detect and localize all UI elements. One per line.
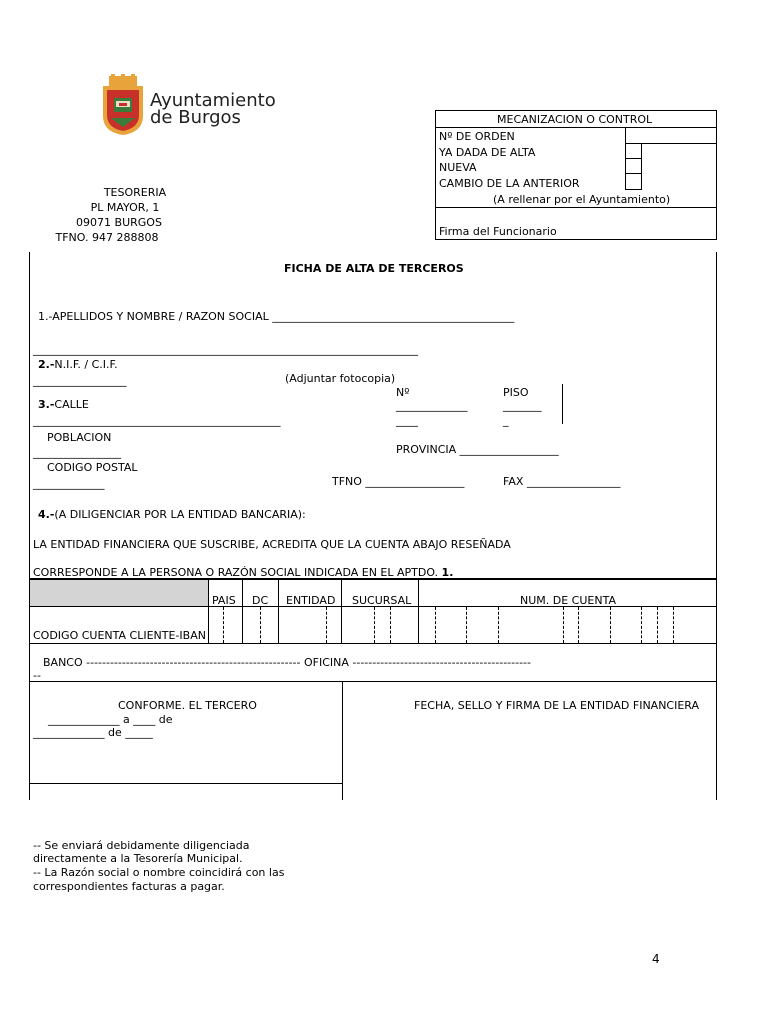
form-left-border [29,252,30,800]
page-number: 4 [652,952,660,966]
firma-funcionario: Firma del Funcionario [439,225,557,238]
form-right-border [716,252,717,800]
control-row-dada-alta: YA DADA DE ALTA [439,146,536,159]
bank-certify-line2: CORRESPONDE A LA PERSONA O RAZÓN SOCIAL INDICADA EN EL APTDO. [33,566,439,579]
apellidos-line[interactable]: ______________________________________________________________________ [33,343,418,356]
piso-label: PISO [503,386,529,399]
address-line: TFNO. 947 288808 [55,231,159,244]
orden-field[interactable] [625,127,717,144]
note-line: -- Se enviará debidamente diligenciada [33,839,250,852]
cp-field[interactable]: _____________ [33,477,105,490]
nif-number: 2.- [38,358,55,371]
iban-shaded-cell [30,580,208,606]
num-label: Nº [396,386,410,399]
conforme-date-line1[interactable]: _____________ a ____ de [48,713,173,726]
col-sucursal: SUCURSAL [352,594,412,607]
fax-field[interactable]: FAX _________________ [503,475,621,488]
conforme-title: CONFORME. EL TERCERO [118,699,257,712]
adjuntar-note: (Adjuntar fotocopia) [285,372,396,385]
col-num-cuenta: NUM. DE CUENTA [520,594,616,607]
nueva-checkbox[interactable] [625,158,642,174]
apellidos-label: 1.-APELLIDOS Y NOMBRE / RAZON SOCIAL ____________________________________________ [38,310,515,323]
col-entidad: ENTIDAD [286,594,336,607]
provincia-field[interactable]: PROVINCIA __________________ [396,443,559,456]
tfno-field[interactable]: TFNO __________________ [332,475,465,488]
fecha-sello-firma: FECHA, SELLO Y FIRMA DE LA ENTIDAD FINANCIERA [414,699,700,712]
nif-field[interactable]: _________________ [33,374,127,387]
banco-label: (A DILIGENCIAR POR LA ENTIDAD BANCARIA): [54,508,306,521]
logo-line-1: Ayuntamiento [150,90,276,111]
piso-field[interactable]: _______ [503,399,542,412]
note-line: -- La Razón social o nombre coincidirá con las [33,866,285,879]
control-row-nueva: NUEVA [439,161,477,174]
iban-label: CODIGO CUENTA CLIENTE-IBAN [33,629,206,642]
control-title: MECANIZACION O CONTROL [497,113,653,126]
cambio-checkbox[interactable] [625,173,642,190]
bank-certify-line1: LA ENTIDAD FINANCIERA QUE SUSCRIBE, ACREDITA QUE LA CUENTA ABAJO RESEÑADA [33,538,511,551]
logo-line-2: de Burgos [150,107,241,128]
bank-certify-ref: 1. [441,566,454,579]
num-field[interactable]: _____________ [396,399,468,412]
banco-oficina-line[interactable]: BANCO ------------------------------------------------------ OFICINA --------------------------------------------- [43,656,531,669]
address-line: 09071 BURGOS [76,216,162,229]
control-note: (A rellenar por el Ayuntamiento) [493,193,671,206]
banco-number: 4.- [38,508,55,521]
col-dc: DC [252,594,269,607]
cp-label: CODIGO POSTAL [47,461,138,474]
calle-field[interactable]: _____________________________________________ [33,414,281,427]
coat-of-arms-icon [101,74,145,136]
col-pais: PAIS [212,594,236,607]
note-line: directamente a la Tesorería Municipal. [33,852,243,865]
address-line: TESORERIA [103,186,167,199]
poblacion-label: POBLACION [47,431,112,444]
banco-continuation: -- [33,669,41,682]
nif-label: N.I.F. / C.I.F. [54,358,118,371]
form-title: FICHA DE ALTA DE TERCEROS [284,262,464,275]
conforme-date-line2[interactable]: _____________ de _____ [33,726,153,739]
poblacion-field[interactable]: ________________ [33,446,121,459]
address-line: PL MAYOR, 1 [90,201,160,214]
control-row-orden: Nº DE ORDEN [439,130,515,143]
num-field-2[interactable]: ____ [396,414,418,427]
calle-label: CALLE [54,398,89,411]
calle-number: 3.- [38,398,55,411]
ya-dada-checkbox[interactable] [625,143,642,159]
control-row-cambio: CAMBIO DE LA ANTERIOR [439,177,580,190]
note-line: correspondientes facturas a pagar. [33,880,225,893]
piso-field-2[interactable]: _ [503,414,509,427]
